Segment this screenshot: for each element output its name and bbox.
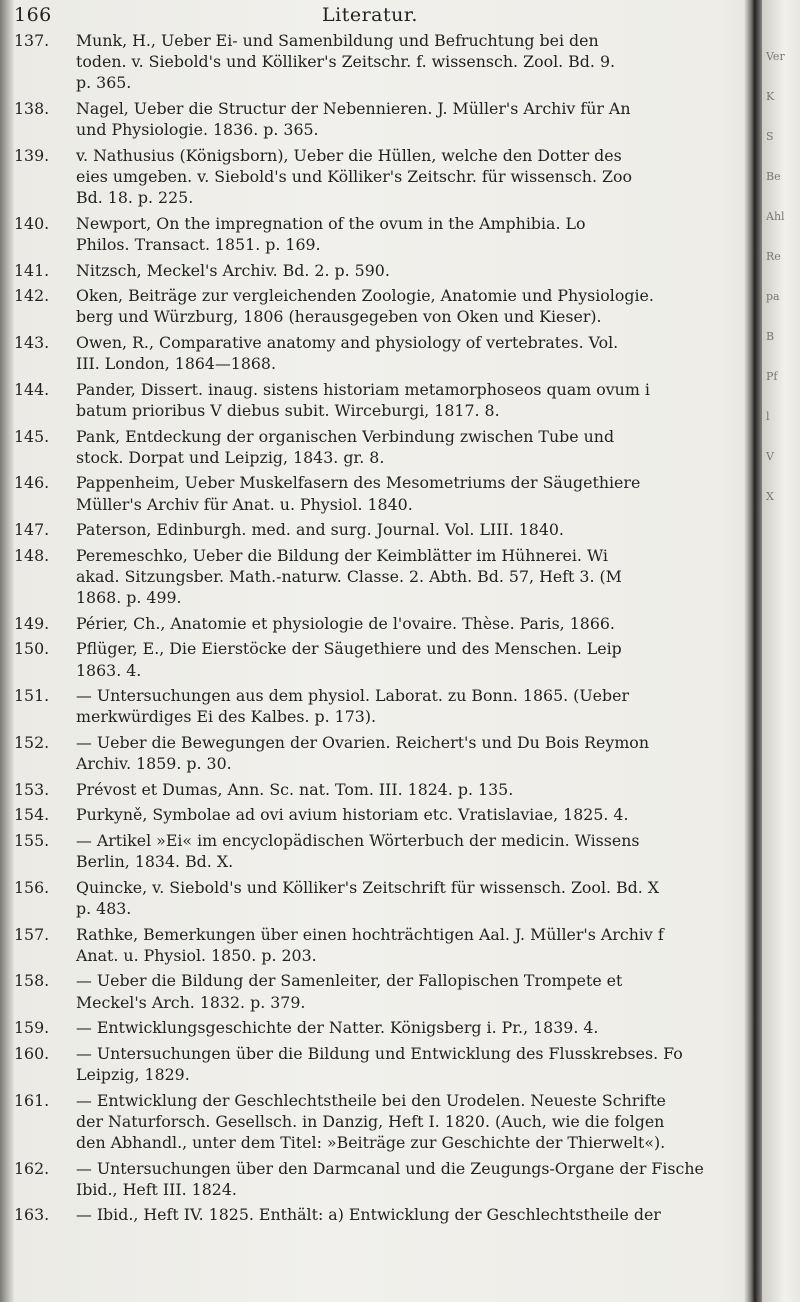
reference-text bbox=[76, 472, 766, 514]
reference-text bbox=[76, 732, 766, 774]
reference-line: batum prioribus V diebus subit. Wirceburgi, 1817. 8. bbox=[76, 401, 500, 420]
reference-number: 148. bbox=[14, 545, 50, 565]
reference-line: berg und Würzburg, 1806 (herausgegeben von Oken und Kieser). bbox=[76, 307, 602, 327]
reference-line: Paterson, Edinburgh. med. and surg. Journal. Vol. LIII. 1840. bbox=[76, 520, 564, 540]
reference-line: Prévost et Dumas, Ann. Sc. nat. Tom. III. 1824. p. 135. bbox=[76, 779, 514, 799]
reference-line: Rathke, Bemerkungen über einen hochträchtigen Aal. J. Müller's Archiv f bbox=[76, 924, 664, 944]
book-binding bbox=[0, 0, 14, 1302]
reference-number: 160. bbox=[14, 1043, 50, 1063]
reference-line: — Ueber die Bildung der Samenleiter, der Fallopischen Trompete et bbox=[76, 971, 623, 991]
reference-text bbox=[76, 970, 766, 1012]
reference-number: 141. bbox=[14, 260, 50, 280]
reference-line: p. 365. bbox=[76, 73, 132, 93]
reference-line: — Untersuchungen über den Darmcanal und die Zeugungs-Organe der Fische bbox=[76, 1158, 704, 1178]
reference-line: Müller's Archiv für Anat. u. Physiol. 1840. bbox=[76, 494, 413, 514]
adjacent-page-fragment: X bbox=[766, 490, 774, 503]
reference-number: 146. bbox=[14, 473, 50, 493]
reference-text bbox=[76, 30, 766, 94]
reference-text bbox=[76, 260, 766, 281]
reference-line: Nagel, Ueber die Structur der Nebennieren. J. Müller's Archiv für An bbox=[76, 99, 631, 118]
reference-number: 149. bbox=[14, 613, 50, 633]
reference-line: Newport, On the impregnation of the ovum in the Amphibia. Lo bbox=[76, 213, 586, 233]
reference-number: 137. bbox=[14, 31, 50, 50]
reference-line: Philos. Transact. 1851. p. 169. bbox=[76, 235, 321, 254]
reference-text bbox=[76, 519, 766, 540]
reference-text bbox=[76, 638, 766, 680]
reference-line: p. 483. bbox=[76, 899, 132, 918]
reference-text bbox=[76, 145, 766, 209]
reference-line: toden. v. Siebold's und Kölliker's Zeitschr. f. wissensch. Zool. Bd. 9. bbox=[76, 52, 616, 72]
adjacent-page-fragment: Ahl bbox=[766, 210, 785, 223]
reference-line: — Entwicklung der Geschlechtstheile bei den Urodelen. Neueste Schrifte bbox=[76, 1090, 666, 1110]
reference-text bbox=[76, 1204, 766, 1225]
reference-number: 159. bbox=[14, 1018, 50, 1038]
reference-text bbox=[76, 924, 766, 966]
reference-text bbox=[76, 1043, 766, 1085]
adjacent-page-fragment: Be bbox=[766, 170, 781, 183]
reference-line: akad. Sitzungsber. Math.-naturw. Classe. 2. Abth. Bd. 57, Heft 3. (M bbox=[76, 567, 622, 586]
reference-line: Périer, Ch., Anatomie et physiologie de l'ovaire. Thèse. Paris, 1866. bbox=[76, 613, 615, 633]
reference-line: Leipzig, 1829. bbox=[76, 1065, 190, 1084]
reference-text bbox=[76, 545, 766, 609]
reference-line: Archiv. 1859. p. 30. bbox=[76, 754, 232, 774]
reference-line: Purkyně, Symbolae ad ovi avium historiam etc. Vratislaviae, 1825. 4. bbox=[76, 805, 629, 825]
reference-text bbox=[76, 213, 766, 255]
reference-line: Pappenheim, Ueber Muskelfasern des Mesometriums der Säugethiere bbox=[76, 473, 641, 493]
reference-line: — Untersuchungen über die Bildung und Entwicklung des Flusskrebses. Fo bbox=[76, 1043, 683, 1063]
reference-line: — Ibid., Heft IV. 1825. Enthält: a) Entwicklung der Geschlechtstheile der bbox=[76, 1205, 661, 1225]
reference-line: Munk, H., Ueber Ei- und Samenbildung und Befruchtung bei den bbox=[76, 31, 599, 50]
reference-number: 163. bbox=[14, 1205, 50, 1225]
reference-number: 150. bbox=[14, 639, 50, 659]
reference-line: — Artikel »Ei« im encyclopädischen Wörterbuch der medicin. Wissens bbox=[76, 831, 640, 850]
reference-number: 161. bbox=[14, 1090, 50, 1110]
adjacent-page-fragment: pa bbox=[766, 290, 780, 303]
reference-number: 139. bbox=[14, 145, 50, 165]
adjacent-page-strip bbox=[762, 0, 800, 1302]
reference-text bbox=[76, 1158, 766, 1200]
reference-line: Pank, Entdeckung der organischen Verbindung zwischen Tube und bbox=[76, 426, 615, 446]
reference-line: und Physiologie. 1836. p. 365. bbox=[76, 120, 319, 140]
reference-line: Pflüger, E., Die Eierstöcke der Säugethiere und des Menschen. Leip bbox=[76, 639, 622, 659]
reference-text bbox=[76, 379, 766, 421]
reference-line: Oken, Beiträge zur vergleichenden Zoologie, Anatomie und Physiologie. bbox=[76, 286, 654, 306]
reference-line: — Untersuchungen aus dem physiol. Laborat. zu Bonn. 1865. (Ueber bbox=[76, 686, 630, 706]
reference-text bbox=[76, 332, 766, 374]
page-header bbox=[0, 2, 760, 26]
reference-line: Berlin, 1834. Bd. X. bbox=[76, 852, 234, 872]
reference-line: Nitzsch, Meckel's Archiv. Bd. 2. p. 590. bbox=[76, 260, 390, 280]
reference-number: 156. bbox=[14, 877, 50, 897]
reference-line: 1868. p. 499. bbox=[76, 588, 182, 608]
adjacent-page-fragment: Ver bbox=[766, 50, 785, 63]
reference-line: merkwürdiges Ei des Kalbes. p. 173). bbox=[76, 707, 377, 727]
reference-line: Peremeschko, Ueber die Bildung der Keimblätter im Hühnerei. Wi bbox=[76, 545, 608, 565]
reference-text bbox=[76, 1017, 766, 1038]
adjacent-page-fragment: V bbox=[766, 450, 774, 463]
reference-line: Anat. u. Physiol. 1850. p. 203. bbox=[76, 945, 317, 965]
reference-number: 143. bbox=[14, 333, 50, 352]
reference-number: 142. bbox=[14, 286, 50, 306]
adjacent-page-fragment: Re bbox=[766, 250, 781, 263]
reference-number: 157. bbox=[14, 924, 50, 944]
adjacent-page-fragment: K bbox=[766, 90, 775, 103]
reference-line: — Entwicklungsgeschichte der Natter. Königsberg i. Pr., 1839. 4. bbox=[76, 1018, 599, 1038]
reference-text bbox=[76, 426, 766, 468]
reference-line: den Abhandl., unter dem Titel: »Beiträge zur Geschichte der Thierwelt«). bbox=[76, 1133, 666, 1152]
reference-number: 138. bbox=[14, 99, 50, 118]
reference-text bbox=[76, 1090, 766, 1154]
reference-text bbox=[76, 779, 766, 800]
adjacent-page-fragment: Pf bbox=[766, 370, 778, 383]
reference-text bbox=[76, 285, 766, 327]
adjacent-page-fragment: B bbox=[766, 330, 775, 343]
reference-line: — Ueber die Bewegungen der Ovarien. Reichert's und Du Bois Reymon bbox=[76, 733, 649, 752]
reference-number: 153. bbox=[14, 779, 50, 799]
reference-line: Meckel's Arch. 1832. p. 379. bbox=[76, 992, 306, 1012]
reference-number: 152. bbox=[14, 733, 50, 752]
reference-text bbox=[76, 804, 766, 825]
reference-line: Quincke, v. Siebold's und Kölliker's Zeitschrift für wissensch. Zool. Bd. X bbox=[76, 877, 660, 897]
reference-text bbox=[76, 877, 766, 919]
reference-text bbox=[76, 685, 766, 727]
reference-number: 158. bbox=[14, 971, 50, 991]
reference-number: 140. bbox=[14, 213, 50, 233]
adjacent-page-fragment: l bbox=[766, 410, 770, 423]
reference-text bbox=[76, 613, 766, 634]
reference-line: der Naturforsch. Gesellsch. in Danzig, Heft I. 1820. (Auch, wie die folgen bbox=[76, 1111, 665, 1131]
reference-line: Pander, Dissert. inaug. sistens historiam metamorphoseos quam ovum i bbox=[76, 379, 650, 399]
reference-line: 1863. 4. bbox=[76, 660, 142, 680]
reference-line: Bd. 18. p. 225. bbox=[76, 188, 194, 208]
reference-number: 162. bbox=[14, 1158, 50, 1178]
reference-number: 144. bbox=[14, 379, 50, 399]
running-title: Literatur. bbox=[322, 4, 418, 26]
adjacent-page-fragment: S bbox=[766, 130, 774, 143]
reference-line: Ibid., Heft III. 1824. bbox=[76, 1179, 237, 1199]
reference-line: III. London, 1864—1868. bbox=[76, 354, 276, 374]
reference-number: 147. bbox=[14, 520, 50, 540]
reference-number: 154. bbox=[14, 805, 50, 825]
page-number: 166 bbox=[14, 4, 52, 26]
reference-line: eies umgeben. v. Siebold's und Kölliker's Zeitschr. für wissensch. Zoo bbox=[76, 167, 632, 186]
reference-number: 155. bbox=[14, 831, 50, 850]
reference-line: Owen, R., Comparative anatomy and physiology of vertebrates. Vol. bbox=[76, 333, 619, 352]
reference-line: v. Nathusius (Königsborn), Ueber die Hüllen, welche den Dotter des bbox=[76, 145, 622, 165]
reference-text bbox=[76, 830, 766, 872]
reference-number: 151. bbox=[14, 686, 50, 706]
reference-line: stock. Dorpat und Leipzig, 1843. gr. 8. bbox=[76, 447, 385, 467]
reference-text bbox=[76, 98, 766, 140]
reference-number: 145. bbox=[14, 426, 50, 446]
